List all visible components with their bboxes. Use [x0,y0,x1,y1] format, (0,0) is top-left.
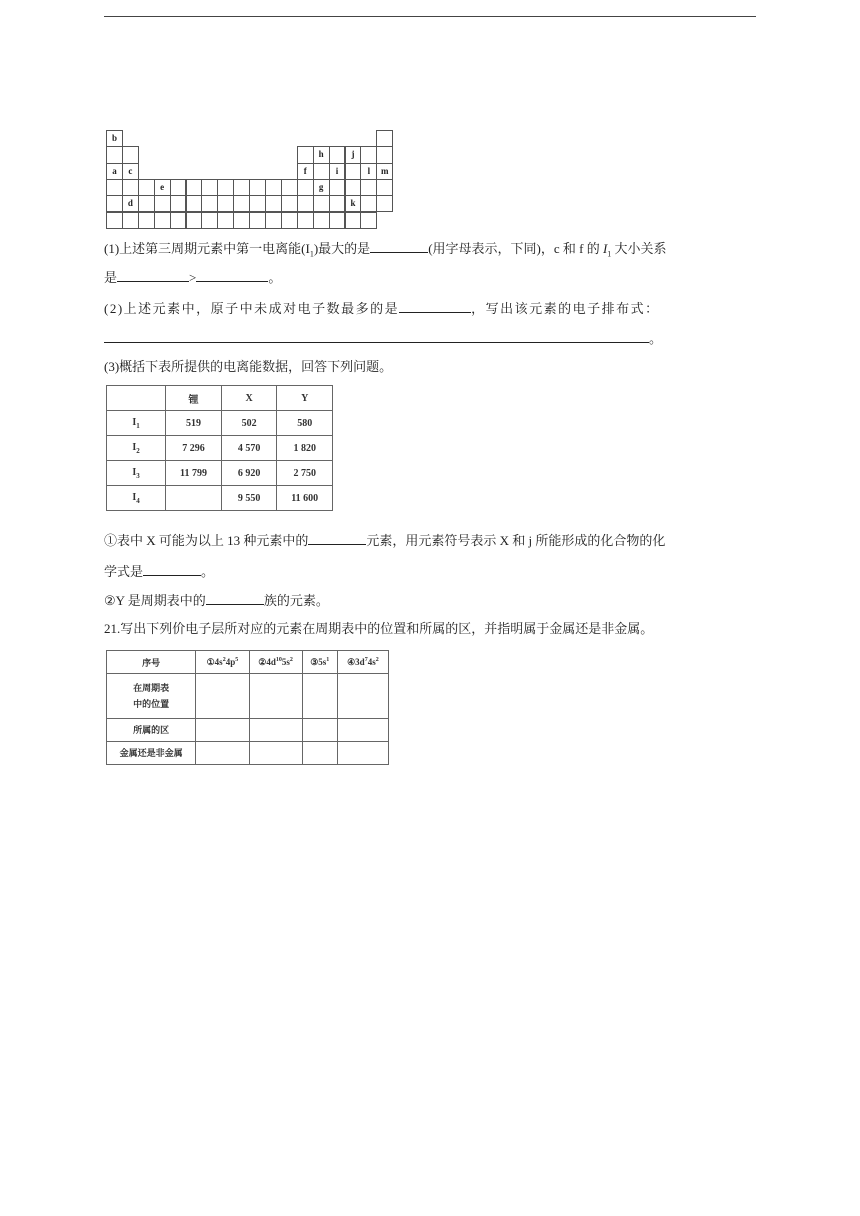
ie-table-row [107,411,333,436]
q1-answer-blank-3[interactable] [196,267,268,282]
q1-text-b: )最大的是 [313,241,371,256]
ie-value-cell: 519 [166,411,222,436]
q1-i-subscript-2: 1 [607,249,612,259]
element-cell [360,195,377,212]
q21-answer-cell[interactable] [249,674,302,719]
element-cell [249,212,266,229]
q21-config-cell: $①4s^24p^5$ [196,651,249,674]
question-3-sub-2 [104,590,329,611]
element-cell [233,179,250,196]
ie-table-row [107,436,333,461]
q1-i-subscript: 1 [309,249,314,259]
q3-2-text-b: 族的元素。 [263,593,329,608]
element-cell [360,146,377,163]
element-cell-i: i [329,163,346,180]
element-cell [297,179,314,196]
element-cell [217,212,234,229]
ie-value-cell: 9 550 [221,486,277,511]
element-cell-b: b [106,130,123,147]
element-cell [345,163,362,180]
element-cell [281,212,298,229]
q1-text-e: 是 [104,270,118,285]
element-cell [201,212,218,229]
q3-1-text-a: ①表中 X 可能为以上 13 种元素中的 [104,533,309,548]
element-cell [217,179,234,196]
q3-1-text-c: 学式是 [104,564,144,579]
element-cell [297,212,314,229]
ie-value-cell: 6 920 [221,461,277,486]
element-cell [329,195,346,212]
element-cell-k: k [345,195,362,212]
element-cell-g: g [313,179,330,196]
q1-greater-than: > [189,270,197,285]
question-21-text: 21.写出下列价电子层所对应的元素在周期表中的位置和所属的区，并指明属于金属还是非金属。 [104,621,654,636]
element-cell [297,146,314,163]
element-cell-e: e [154,179,171,196]
q21-answer-cell[interactable] [249,719,302,742]
q21-row [107,719,389,742]
q21-header-row [107,651,389,674]
question-1-line-2 [104,267,281,288]
element-cell [106,179,123,196]
element-cell-d: d [122,195,139,212]
element-cell [233,195,250,212]
element-cell [249,179,266,196]
element-cell [265,212,282,229]
q21-row-label: 金属还是非金属 [107,742,196,765]
element-cell-h: h [313,146,330,163]
q21-answer-cell[interactable] [337,674,388,719]
element-cell [217,195,234,212]
q1-text-c: (用字母表示，下同)，c 和 f 的 [428,241,603,256]
question-1-line-1 [104,238,667,265]
q21-config-cell: $③5s^1$ [302,651,337,674]
q1-text-a: (1)上述第三周期元素中第一电离能( [104,241,306,256]
q21-config-cell: $②4d^{10}5s^2$ [249,651,302,674]
ie-row-label: $I_3$ [107,461,166,486]
ie-value-cell: 11 600 [277,486,333,511]
ie-table-row [107,486,333,511]
q21-row-label: 所属的区 [107,719,196,742]
q2-end: 。 [649,331,663,346]
q2-text-b: ，写出该元素的电子排布式： [471,301,660,316]
element-cell [186,195,203,212]
q3-1-text-b: 元素，用元素符号表示 X 和 j 所能形成的化合物的化 [366,533,666,548]
element-cell [281,179,298,196]
element-cell-l: l [360,163,377,180]
ie-row-label: $I_2$ [107,436,166,461]
q2-answer-blank-1[interactable] [399,298,471,313]
element-cell [329,212,346,229]
ie-header-cell: X [221,386,277,411]
element-cell [233,212,250,229]
element-cell [138,212,155,229]
ie-value-cell: 1 820 [277,436,333,461]
q1-text-d: 大小关系 [611,241,667,256]
q1-i-symbol: I [305,241,310,256]
question-3-sub-1-line-2 [104,561,214,582]
ie-value-cell: 2 750 [277,461,333,486]
element-cell [313,195,330,212]
element-cell [376,195,393,212]
element-cell [122,179,139,196]
element-cell [345,212,362,229]
ie-value-cell: 7 296 [166,436,222,461]
element-cell [265,195,282,212]
element-cell [186,179,203,196]
ie-header-cell: 锂 [166,386,222,411]
ie-header-cell [107,386,166,411]
element-cell-j: j [345,146,362,163]
periodic-table-figure [106,130,392,228]
q21-answer-cell[interactable] [337,719,388,742]
element-cell [329,146,346,163]
q3-1-answer-blank-2[interactable] [143,561,201,576]
ie-value-cell: 11 799 [166,461,222,486]
element-cell [313,163,330,180]
question-2-line-1 [104,298,756,319]
element-cell [106,212,123,229]
ie-row-label: $I_4$ [107,486,166,511]
element-cell [106,195,123,212]
element-cell [201,195,218,212]
element-cell [170,212,187,229]
q21-answer-cell[interactable] [302,742,337,765]
ie-header-cell: Y [277,386,333,411]
element-cell [138,195,155,212]
element-cell [376,146,393,163]
ie-value-cell: 580 [277,411,333,436]
ie-value-cell [166,486,222,511]
header-rule [104,16,756,17]
ie-value-cell: 4 570 [221,436,277,461]
element-cell [360,212,377,229]
element-cell [345,179,362,196]
q21-answer-cell[interactable] [249,742,302,765]
q21-config-cell: $④3d^74s^2$ [337,651,388,674]
q21-answer-cell[interactable] [302,719,337,742]
element-cell [186,212,203,229]
ie-value-cell: 502 [221,411,277,436]
element-cell [329,179,346,196]
element-cell [170,195,187,212]
element-cell-a: a [106,163,123,180]
element-cell [106,146,123,163]
element-cell [154,212,171,229]
element-cell [122,146,139,163]
q21-answer-cell[interactable] [302,674,337,719]
element-cell [297,195,314,212]
valence-config-table [106,650,389,765]
element-cell-f: f [297,163,314,180]
q21-row-label: 在周期表 中的位置 [107,674,196,719]
element-cell [313,212,330,229]
ie-row-label: $I_1$ [107,411,166,436]
q21-answer-cell[interactable] [196,674,249,719]
q3-2-text-a: ②Y 是周期表中的 [104,593,206,608]
q21-row [107,742,389,765]
element-cell [154,195,171,212]
element-cell [170,179,187,196]
element-cell [265,179,282,196]
q1-i-symbol-2: I [602,241,608,256]
q21-answer-cell[interactable] [196,719,249,742]
element-cell [122,212,139,229]
q3-1-end: 。 [201,564,215,579]
element-cell-c: c [122,163,139,180]
question-2-line-2 [104,328,662,349]
element-cell [201,179,218,196]
element-cell-m: m [376,163,393,180]
element-cell [138,179,155,196]
element-cell [360,179,377,196]
element-cell [281,195,298,212]
q3-2-answer-blank[interactable] [206,590,264,605]
q3-1-answer-blank-1[interactable] [308,530,366,545]
q1-end: 。 [268,270,282,285]
ie-table-row [107,461,333,486]
q1-answer-blank-1[interactable] [370,238,428,253]
q21-answer-cell[interactable] [337,742,388,765]
element-cell [376,130,393,147]
q21-header-label: 序号 [107,651,196,674]
q2-answer-blank-2[interactable] [104,328,649,343]
q1-answer-blank-2[interactable] [117,267,189,282]
ionization-energy-table [106,385,333,511]
element-cell [249,195,266,212]
question-3-sub-1-line-1 [104,530,665,551]
element-cell [376,179,393,196]
q21-row [107,674,389,719]
question-3-intro: (3)概括下表所提供的电离能数据，回答下列问题。 [104,359,393,374]
q2-text-a: (2)上述元素中，原子中未成对电子数最多的是 [104,301,400,316]
ie-table-header-row [107,386,333,411]
q21-answer-cell[interactable] [196,742,249,765]
